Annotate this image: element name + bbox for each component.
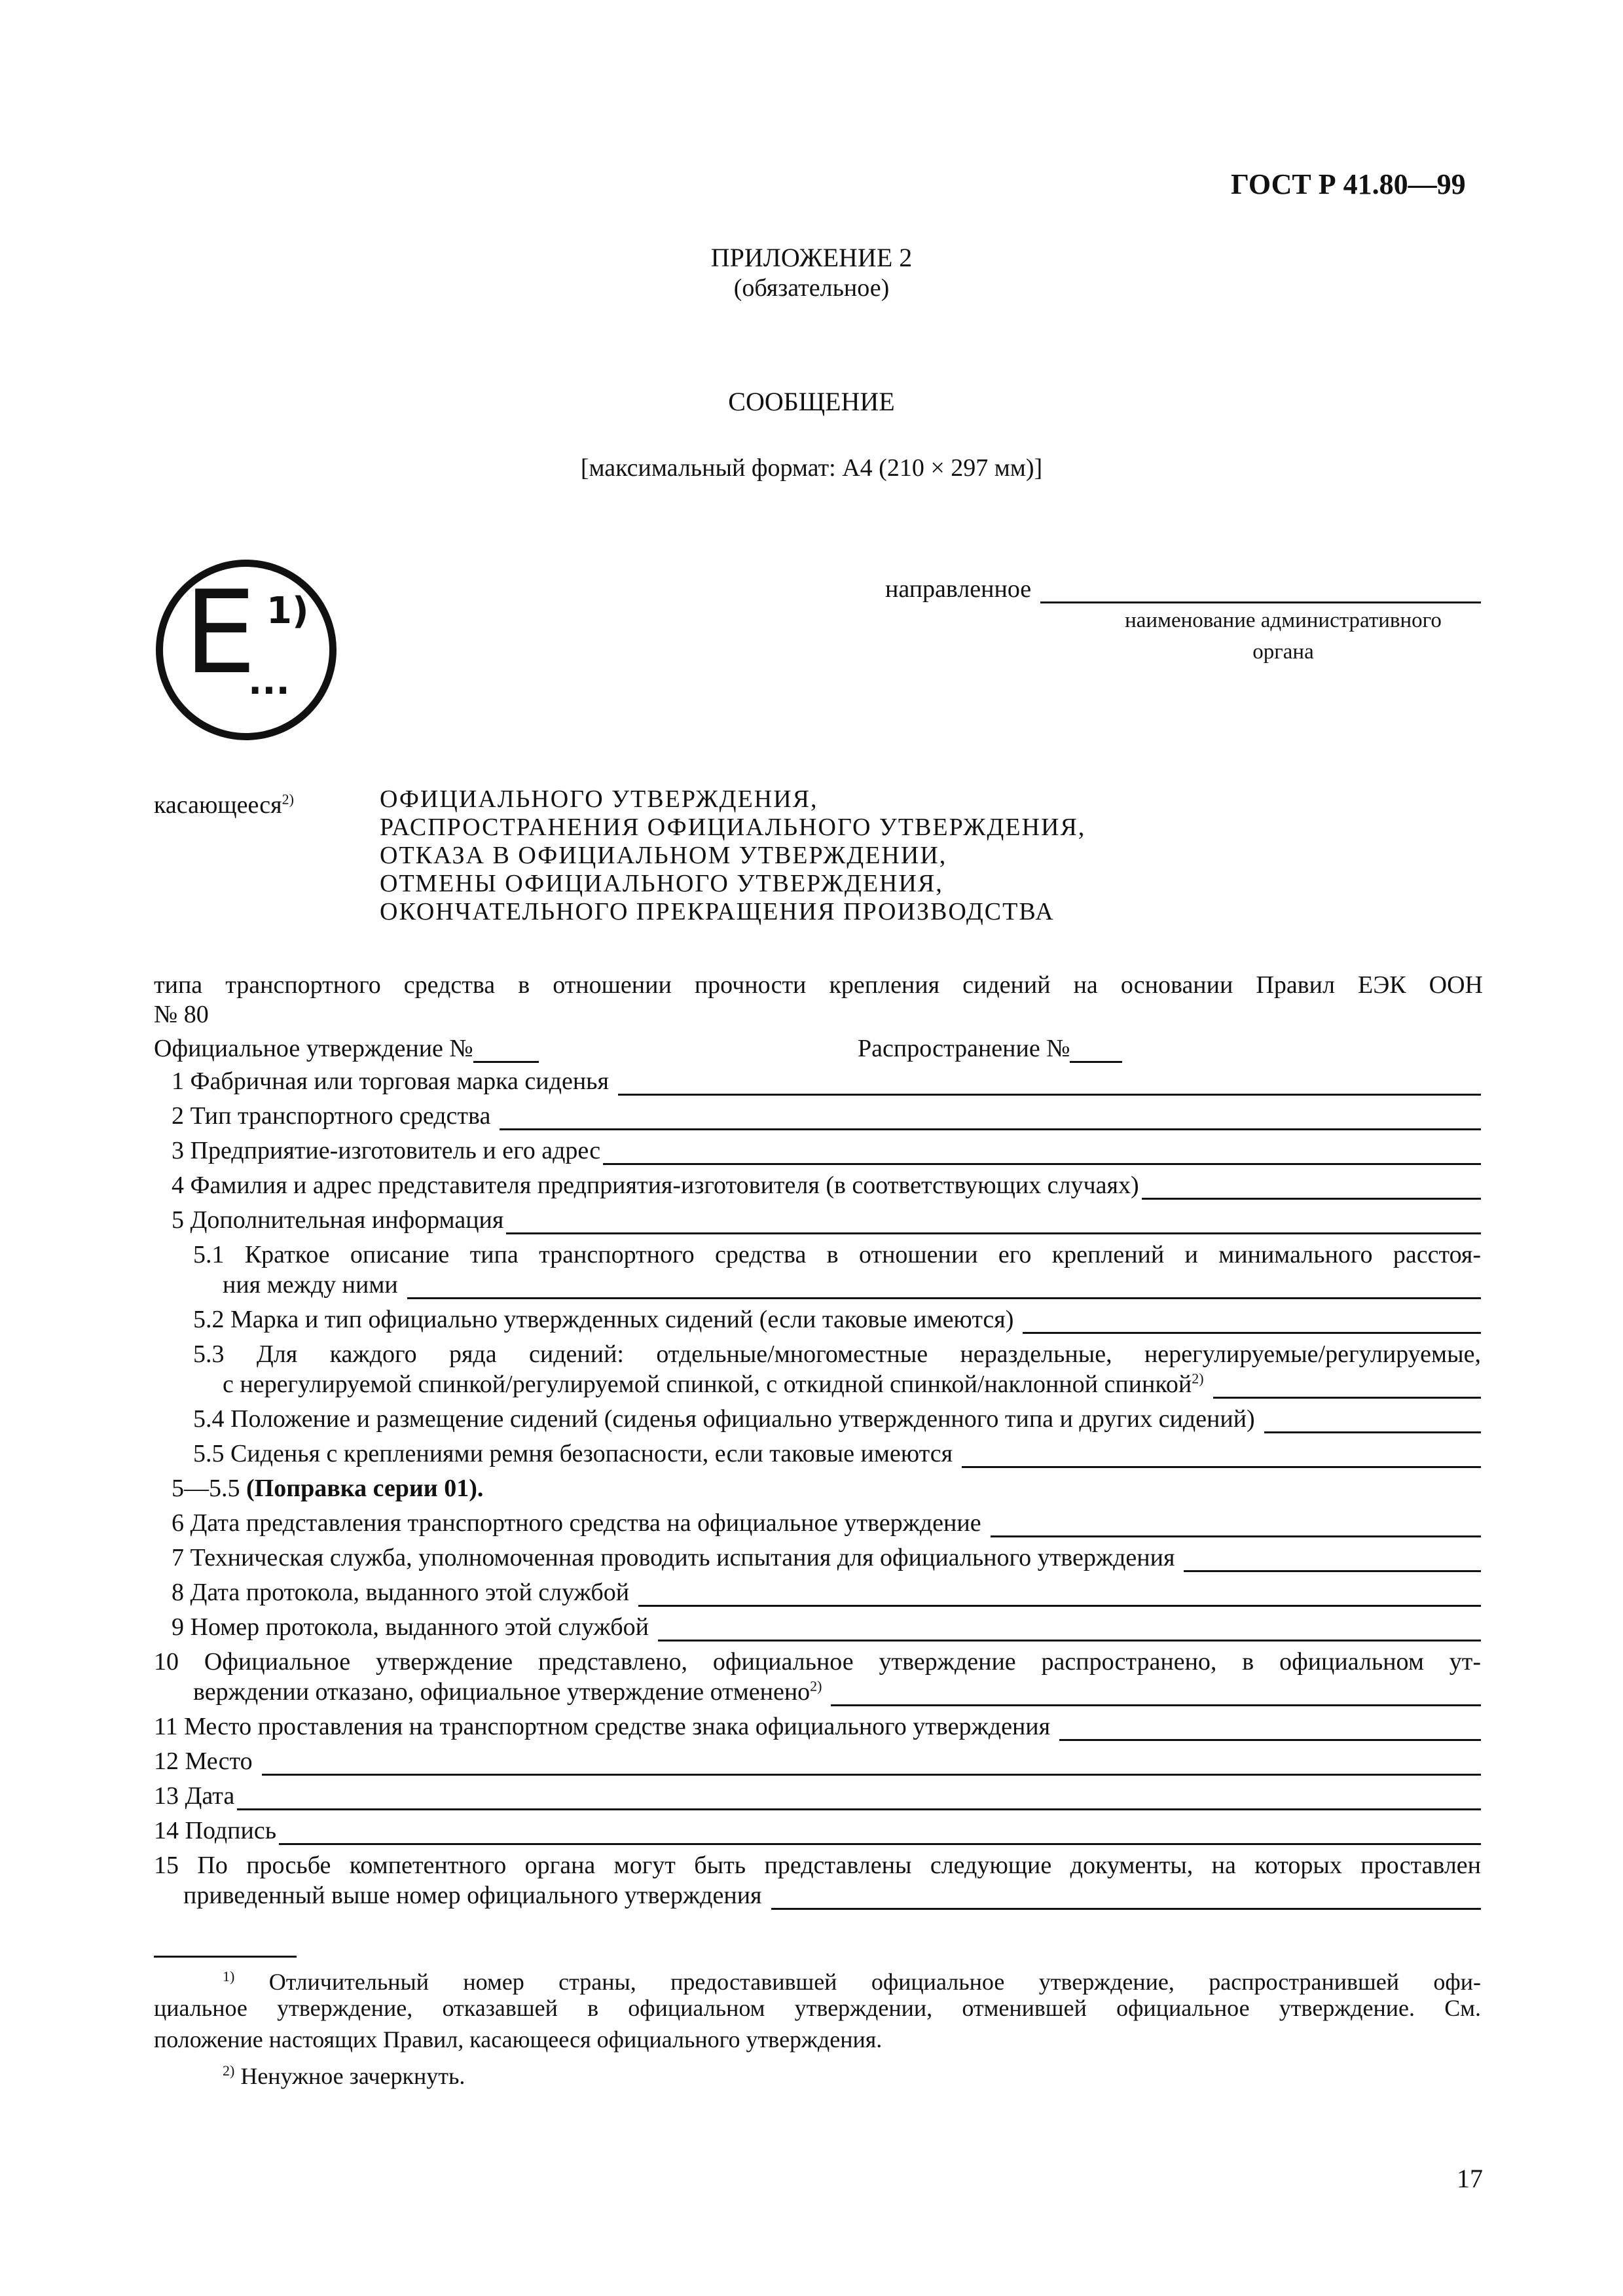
item-10-line2-text: верждении отказано, официальное утверждение отменено bbox=[193, 1678, 811, 1706]
item-label: 13 Дата bbox=[154, 1782, 235, 1810]
approval-number-row bbox=[154, 1034, 539, 1063]
sent-caption bbox=[1067, 605, 1499, 668]
emblem-dots: ... bbox=[248, 660, 290, 703]
concerning-item: ОТМЕНЫ ОФИЦИАЛЬНОГО УТВЕРЖДЕНИЯ, bbox=[380, 870, 943, 897]
concerning-item: ОКОНЧАТЕЛЬНОГО ПРЕКРАЩЕНИЯ ПРОИЗВОДСТВА bbox=[380, 898, 1055, 925]
emblem-letter: E bbox=[184, 567, 257, 700]
item-field[interactable] bbox=[638, 1583, 1481, 1607]
item-field[interactable] bbox=[506, 1210, 1481, 1234]
concerning-item: ОТКАЗА В ОФИЦИАЛЬНОМ УТВЕРЖДЕНИИ, bbox=[380, 842, 947, 869]
item-label: 9 Номер протокола, выданного этой службой bbox=[172, 1613, 649, 1641]
concerning-item: ОФИЦИАЛЬНОГО УТВЕРЖДЕНИЯ, bbox=[380, 785, 818, 813]
footnote-1-line2: циальное утверждение, отказавшей в официальном утверждении, отменившей официальное утверждение. См. bbox=[154, 1995, 1481, 2021]
footnote-1-line3: положение настоящих Правил, касающееся официального утверждения. bbox=[154, 2026, 883, 2053]
amendment-note bbox=[172, 1474, 483, 1503]
item-field[interactable] bbox=[279, 1821, 1481, 1845]
appendix-title: ПРИЛОЖЕНИЕ 2 bbox=[710, 243, 913, 272]
sent-label: направленное bbox=[885, 575, 1032, 603]
item-field[interactable] bbox=[1213, 1374, 1481, 1399]
form-item bbox=[223, 1370, 1481, 1399]
item-label: 5.2 Марка и тип официально утвержденных сидений (если таковые имеются) bbox=[193, 1306, 1014, 1333]
item-5-3-line2-text: с нерегулируемой спинкой/регулируемой спинкой, с откидной спинкой/наклонной спинкой bbox=[223, 1371, 1192, 1398]
item-label: 3 Предприятие-изготовитель и его адрес bbox=[172, 1137, 601, 1164]
sent-to-row bbox=[885, 575, 1481, 603]
format-note: [максимальный формат: А4 (210 × 297 мм)] bbox=[580, 454, 1043, 482]
extension-label: Распространение № bbox=[858, 1035, 1070, 1062]
item-label: 11 Место проставления на транспортном средстве знака официального утверждения bbox=[154, 1713, 1051, 1740]
form-item bbox=[183, 1881, 1481, 1910]
item-field[interactable] bbox=[1059, 1717, 1481, 1741]
emblem-superscript: 1) bbox=[266, 590, 309, 632]
item-field[interactable] bbox=[237, 1786, 1481, 1810]
form-item bbox=[154, 1747, 1481, 1776]
item-label: 8 Дата протокола, выданного этой службой bbox=[172, 1579, 630, 1606]
item-field[interactable] bbox=[1142, 1175, 1481, 1200]
item-label: 2 Тип транспортного средства bbox=[172, 1102, 491, 1130]
sent-to-field[interactable] bbox=[1040, 579, 1481, 603]
item-label: 14 Подпись bbox=[154, 1817, 277, 1844]
item-field[interactable] bbox=[991, 1513, 1481, 1537]
item-field[interactable] bbox=[407, 1275, 1481, 1299]
footnote-ref: 2) bbox=[1192, 1370, 1204, 1387]
footnote-1-text: Отличительный номер страны, предоставившей официальное утверждение, распространившей офи- bbox=[268, 1969, 1481, 1995]
item-label: 5.5 Сиденья с креплениями ремня безопасности, если таковые имеются bbox=[193, 1440, 953, 1467]
footnote-2-text: Ненужное зачеркнуть. bbox=[240, 2063, 465, 2089]
sent-caption-line2: органа bbox=[1252, 640, 1314, 664]
item-field[interactable] bbox=[618, 1071, 1481, 1096]
intro-line2: № 80 bbox=[154, 1001, 209, 1028]
concerning-label-sup: 2) bbox=[282, 791, 294, 808]
extension-number-row bbox=[858, 1034, 1122, 1063]
form-item bbox=[172, 1578, 1481, 1607]
item-label bbox=[193, 1677, 822, 1706]
form-item bbox=[172, 1171, 1481, 1200]
form-item bbox=[172, 1613, 1481, 1641]
item-5-3-line1: 5.3 Для каждого ряда сидений: отдельные/многоместные нераздельные, нерегулируемые/регулируемые, bbox=[193, 1340, 1481, 1368]
form-item bbox=[172, 1067, 1481, 1096]
footnote-2 bbox=[223, 2055, 465, 2092]
item-label: 7 Техническая служба, уполномоченная проводить испытания для официального утверждения bbox=[172, 1544, 1175, 1571]
item-field[interactable] bbox=[603, 1141, 1481, 1165]
footnote-2-marker: 2) bbox=[223, 2062, 235, 2079]
approval-label: Официальное утверждение № bbox=[154, 1035, 473, 1062]
footnote-divider bbox=[154, 1956, 297, 1958]
form-item bbox=[154, 1712, 1481, 1741]
amendment-bold: (Поправка серии 01). bbox=[246, 1475, 484, 1502]
document-code: ГОСТ Р 41.80—99 bbox=[1231, 168, 1466, 200]
item-label: 5.4 Положение и размещение сидений (сиденья официально утвержденного типа и других сидений) bbox=[193, 1405, 1255, 1433]
sent-caption-line1: наименование административного bbox=[1125, 609, 1442, 632]
item-5-1-line1: 5.1 Краткое описание типа транспортного средства в отношении его креплений и минимального расстоя- bbox=[193, 1241, 1481, 1268]
item-label: 4 Фамилия и адрес представителя предприятия-изготовителя (в соответствующих случаях) bbox=[172, 1172, 1139, 1199]
item-label: 1 Фабричная или торговая марка сиденья bbox=[172, 1067, 609, 1095]
form-item bbox=[172, 1136, 1481, 1165]
form-item bbox=[172, 1206, 1481, 1234]
item-field[interactable] bbox=[1184, 1548, 1481, 1572]
intro-line1: типа транспортного средства в отношении прочности крепления сидений на основании Правил ЕЭК ООН bbox=[154, 971, 1483, 999]
item-field[interactable] bbox=[658, 1617, 1481, 1641]
concerning-label bbox=[154, 791, 294, 819]
item-label: 6 Дата представления транспортного средства на официальное утверждение bbox=[172, 1509, 981, 1537]
item-label: ния между ними bbox=[223, 1271, 398, 1299]
item-label: 5 Дополнительная информация bbox=[172, 1206, 504, 1234]
extension-number-field[interactable] bbox=[1070, 1041, 1122, 1063]
approval-number-field[interactable] bbox=[473, 1041, 539, 1063]
item-field[interactable] bbox=[1264, 1409, 1481, 1433]
form-item bbox=[154, 1816, 1481, 1845]
form-item bbox=[193, 1677, 1481, 1706]
item-field[interactable] bbox=[831, 1682, 1481, 1706]
item-field[interactable] bbox=[962, 1444, 1481, 1468]
form-item bbox=[193, 1405, 1481, 1433]
item-field[interactable] bbox=[1023, 1310, 1481, 1334]
footnote-ref: 2) bbox=[810, 1677, 822, 1695]
amendment-prefix: 5—5.5 bbox=[172, 1475, 246, 1502]
form-item bbox=[172, 1102, 1481, 1130]
item-label: 12 Место bbox=[154, 1748, 253, 1775]
message-title: СООБЩЕНИЕ bbox=[728, 387, 895, 416]
concerning-list bbox=[380, 785, 1085, 926]
form-item bbox=[193, 1439, 1481, 1468]
item-field[interactable] bbox=[262, 1751, 1481, 1776]
appendix-subtitle: (обязательное) bbox=[733, 274, 890, 302]
item-10-line1: 10 Официальное утверждение представлено, официальное утверждение распространено, в официальном ут- bbox=[154, 1648, 1481, 1676]
form-item bbox=[193, 1305, 1481, 1334]
footnote-1-marker: 1) bbox=[223, 1968, 235, 1984]
e-mark-circle-icon bbox=[156, 560, 337, 740]
page-number: 17 bbox=[1457, 2164, 1483, 2193]
item-label: приведенный выше номер официального утверждения bbox=[183, 1882, 762, 1909]
form-item bbox=[172, 1509, 1481, 1537]
item-label bbox=[223, 1370, 1204, 1399]
item-15-line1: 15 По просьбе компетентного органа могут быть представлены следующие документы, на которых проставлен bbox=[154, 1852, 1481, 1879]
form-item bbox=[154, 1782, 1481, 1810]
concerning-item: РАСПРОСТРАНЕНИЯ ОФИЦИАЛЬНОГО УТВЕРЖДЕНИЯ, bbox=[380, 814, 1086, 841]
item-field[interactable] bbox=[771, 1886, 1481, 1910]
form-item bbox=[223, 1270, 1481, 1299]
concerning-label-text: касающееся bbox=[154, 791, 282, 819]
form-item bbox=[172, 1543, 1481, 1572]
item-field[interactable] bbox=[500, 1106, 1481, 1130]
